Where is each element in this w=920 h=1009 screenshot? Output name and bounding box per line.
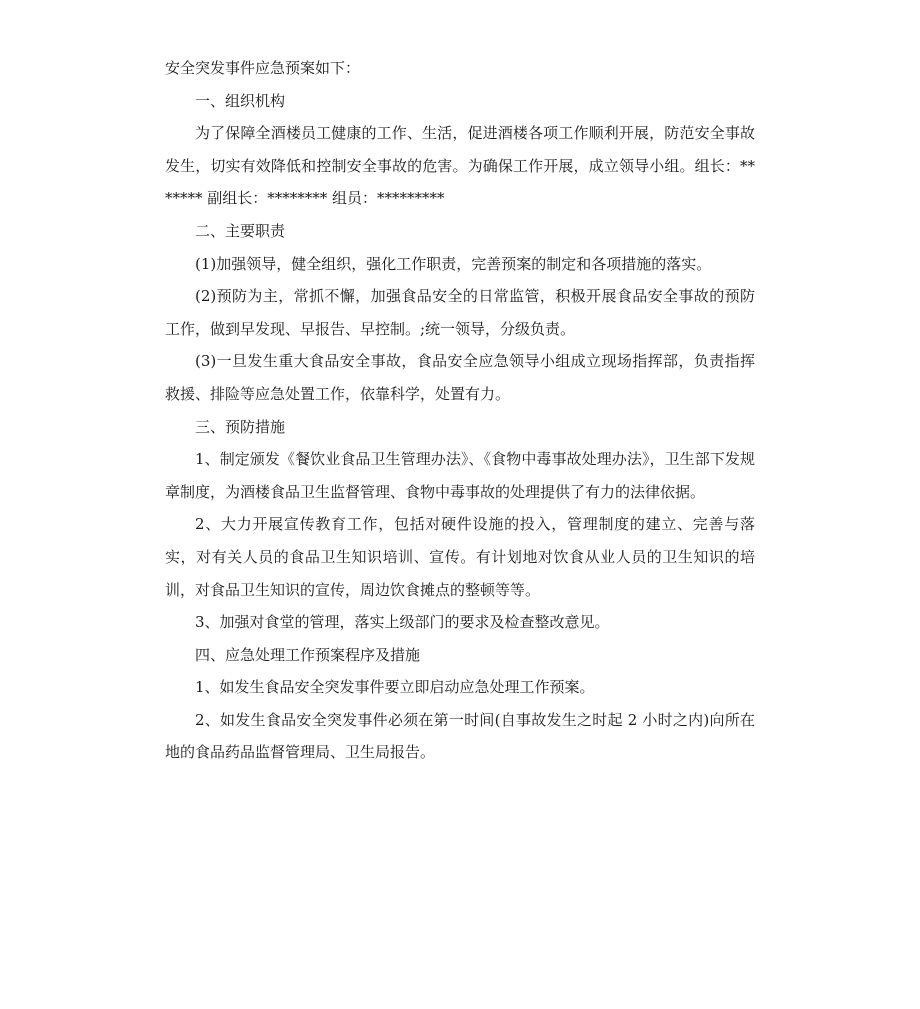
paragraph-emergency-2: 2、如发生食品安全突发事件必须在第一时间(自事故发生之时起 2 小时之内)向所在地的食品药品监督管理局、卫生局报告。 <box>165 710 755 762</box>
paragraph-intro: 安全突发事件应急预案如下： <box>165 59 361 77</box>
paragraph-prevention-1: 1、制定颁发《餐饮业食品卫生管理办法》、《食物中毒事故处理办法》，卫生部下发规章制度，为酒楼食品卫生监督管理、食物中毒事故的处理提供了有力的法律依据。 <box>165 450 755 501</box>
section-heading-organization: 一、组织机构 <box>195 91 286 110</box>
section-heading-emergency: 四、应急处理工作预案程序及措施 <box>195 645 421 664</box>
paragraph-emergency-1: 1、如发生食品安全突发事件要立即启动应急处理工作预案。 <box>195 678 595 697</box>
paragraph-prevention-2: 2、大力开展宣传教育工作，包括对硬件设施的投入，管理制度的建立、完善与落实，对有关人员的食品卫生知识培训、宣传。有计划地对饮食从业人员的卫生知识的培训，对食品卫生知识的宣传，周边饮食摊点的整顿等等。 <box>165 515 755 599</box>
document-body <box>165 52 755 769</box>
paragraph-duty-1: (1)加强领导，健全组织，强化工作职责，完善预案的制定和各项措施的落实。 <box>195 254 712 273</box>
paragraph-duty-2: (2)预防为主，常抓不懈，加强食品安全的日常监管，积极开展食品安全事故的预防工作，做到早发现、早报告、早控制。;统一领导，分级负责。 <box>165 287 755 338</box>
paragraph-duty-3: (3)一旦发生重大食品安全事故，食品安全应急领导小组成立现场指挥部，负责指挥救援、排险等应急处置工作，依靠科学，处置有力。 <box>165 352 755 403</box>
section-heading-prevention: 三、预防措施 <box>195 417 286 436</box>
section-heading-duties: 二、主要职责 <box>195 221 286 240</box>
paragraph-organization: 为了保障全酒楼员工健康的工作、生活，促进酒楼各项工作顺利开展，防范安全事故发生，切实有效降低和控制安全事故的危害。为确保工作开展，成立领导小组。组长：******* 副组长：******** 组员：********* <box>165 124 755 208</box>
paragraph-prevention-3: 3、加强对食堂的管理，落实上级部门的要求及检查整改意见。 <box>195 613 610 632</box>
